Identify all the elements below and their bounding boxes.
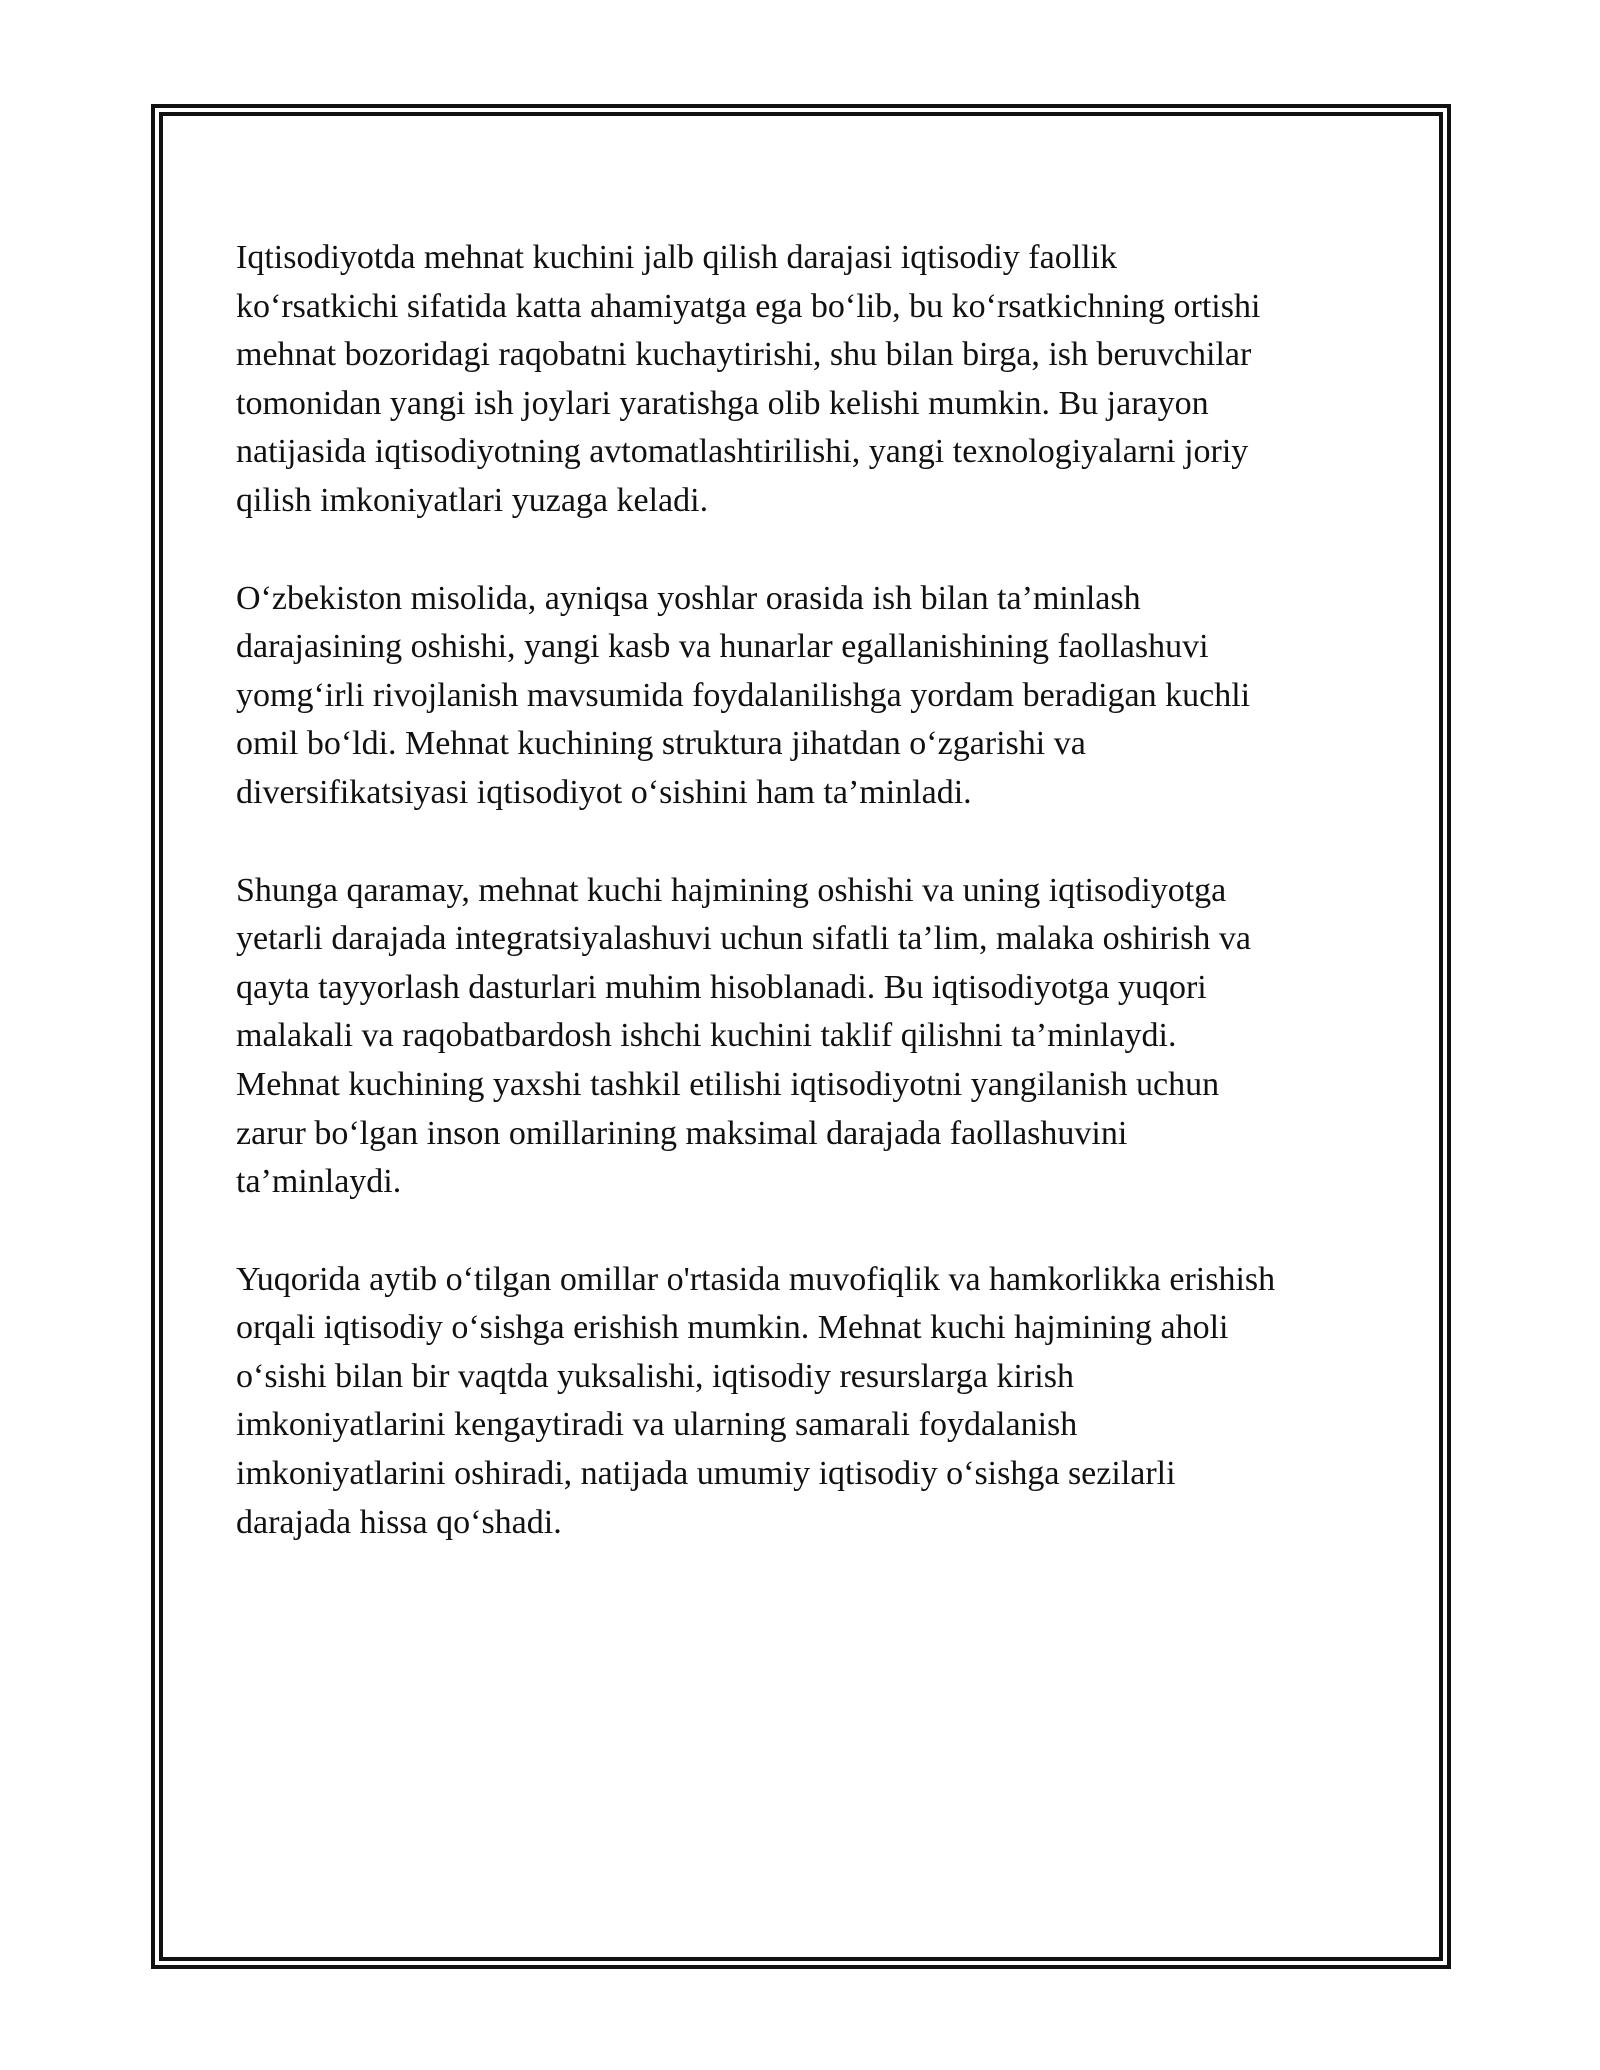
paragraph-4	[236, 1256, 1386, 1548]
text-line: darajasining oshishi, yangi kasb va hunarlar egallanishining faollashuvi	[236, 628, 1209, 666]
text-line: natijasida iqtisodiyotning avtomatlashtirilishi, yangi texnologiyalarni joriy	[236, 433, 1249, 471]
text-line: ta’minlaydi.	[236, 1163, 402, 1201]
paragraph-2	[236, 575, 1386, 818]
text-line: ko‘rsatkichi sifatida katta ahamiyatga ega bo‘lib, bu ko‘rsatkichning ortishi	[236, 287, 1261, 325]
text-line: zarur bo‘lgan inson omillarining maksimal darajada faollashuvini	[236, 1114, 1128, 1152]
text-line: yomg‘irli rivojlanish mavsumida foydalanilishga yordam beradigan kuchli	[236, 676, 1251, 714]
text-line: yetarli darajada integratsiyalashuvi uchun sifatli ta’lim, malaka oshirish va	[236, 920, 1251, 958]
text-line: tomonidan yangi ish joylari yaratishga olib kelishi mumkin. Bu jarayon	[236, 384, 1209, 422]
text-line: darajada hissa qo‘shadi.	[236, 1503, 562, 1541]
text-line: Mehnat kuchining yaxshi tashkil etilishi iqtisodiyotni yangilanish uchun	[236, 1065, 1220, 1103]
paragraph-3	[236, 867, 1386, 1207]
text-line: imkoniyatlarini oshiradi, natijada umumiy iqtisodiy o‘sishga sezilarli	[236, 1455, 1176, 1493]
text-line: o‘sishi bilan bir vaqtda yuksalishi, iqtisodiy resurslarga kirish	[236, 1357, 1074, 1395]
text-line: Iqtisodiyotda mehnat kuchini jalb qilish darajasi iqtisodiy faollik	[236, 239, 1118, 276]
text-line: diversifikatsiyasi iqtisodiyot o‘sishini ham ta’minladi.	[236, 773, 972, 811]
text-line: malakali va raqobatbardosh ishchi kuchini taklif qilishni ta’minlaydi.	[236, 1017, 1177, 1055]
paragraph-1	[236, 234, 1386, 526]
text-line: Yuqorida aytib o‘tilgan omillar o'rtasida muvofiqlik va hamkorlikka erishish	[236, 1260, 1276, 1298]
text-line: Shunga qaramay, mehnat kuchi hajmining oshishi va uning iqtisodiyotga	[236, 871, 1227, 909]
text-line: orqali iqtisodiy o‘sishga erishish mumkin. Mehnat kuchi hajmining aholi	[236, 1309, 1229, 1347]
text-line: omil bo‘ldi. Mehnat kuchining struktura jihatdan o‘zgarishi va	[236, 725, 1086, 763]
text-line: qayta tayyorlash dasturlari muhim hisoblanadi. Bu iqtisodiyotga yuqori	[236, 968, 1207, 1006]
document-body	[236, 234, 1386, 1596]
text-line: qilish imkoniyatlari yuzaga keladi.	[236, 481, 709, 519]
text-line: imkoniyatlarini kengaytiradi va ularning samarali foydalanish	[236, 1406, 1078, 1444]
text-line: mehnat bozoridagi raqobatni kuchaytirishi, shu bilan birga, ish beruvchilar	[236, 336, 1252, 374]
text-line: O‘zbekiston misolida, ayniqsa yoshlar orasida ish bilan ta’minlash	[236, 579, 1141, 617]
